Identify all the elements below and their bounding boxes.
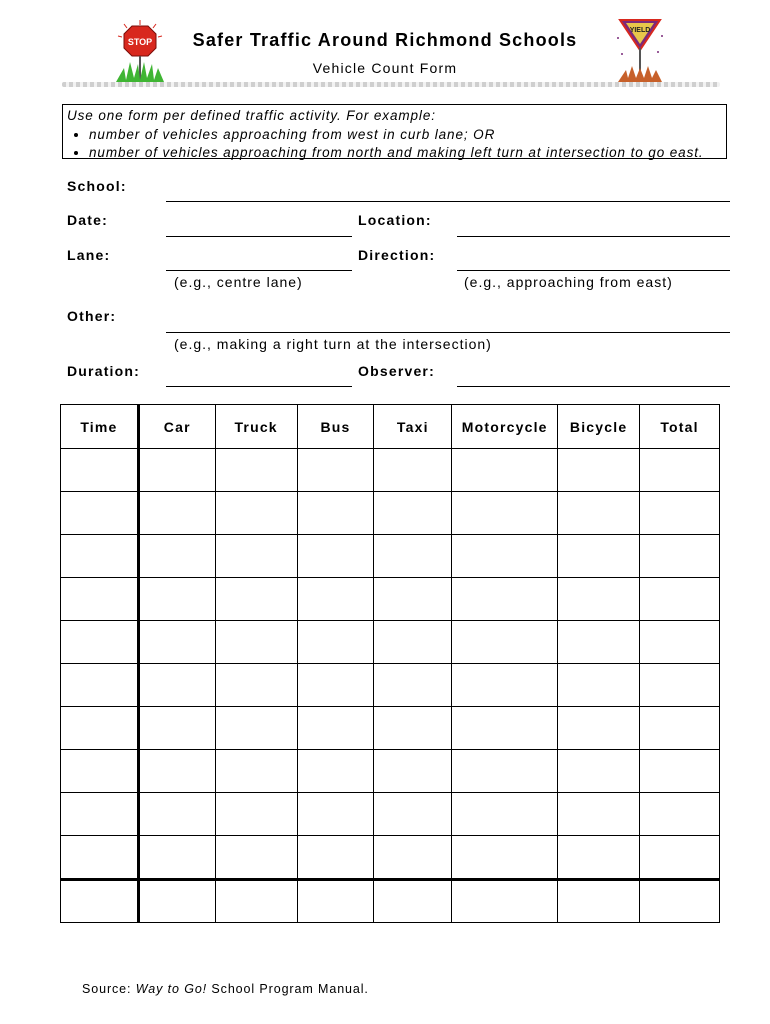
table-cell[interactable] — [452, 621, 558, 664]
table-cell[interactable] — [640, 621, 720, 664]
duration-field[interactable] — [166, 386, 352, 387]
table-cell[interactable] — [215, 621, 297, 664]
table-row — [61, 707, 720, 750]
form-title: Safer Traffic Around Richmond Schools — [192, 30, 578, 50]
table-cell[interactable] — [297, 750, 374, 793]
table-total-row — [61, 880, 720, 923]
table-cell[interactable] — [374, 664, 452, 707]
table-cell[interactable] — [452, 535, 558, 578]
table-cell[interactable] — [61, 880, 139, 923]
table-cell[interactable] — [558, 535, 640, 578]
stop-sign-label: STOP — [127, 37, 153, 47]
instructions-intro: Use one form per defined traffic activity. For example: — [67, 108, 436, 123]
table-cell[interactable] — [452, 836, 558, 880]
table-cell[interactable] — [138, 664, 215, 707]
source-suffix: School Program Manual. — [207, 982, 369, 996]
table-cell[interactable] — [452, 578, 558, 621]
table-cell[interactable] — [374, 707, 452, 750]
other-hint: (e.g., making a right turn at the intersection) — [174, 336, 492, 352]
observer-field[interactable] — [457, 386, 730, 387]
table-cell[interactable] — [138, 621, 215, 664]
instructions-examples — [67, 126, 722, 163]
table-cell[interactable] — [640, 492, 720, 535]
column-header-bus: Bus — [297, 405, 374, 449]
source-title: Way to Go! — [135, 982, 208, 996]
column-header-time: Time — [61, 405, 139, 449]
table-cell[interactable] — [215, 880, 297, 923]
column-header-bicycle: Bicycle — [558, 405, 640, 449]
table-row — [61, 535, 720, 578]
table-cell[interactable] — [138, 880, 215, 923]
table-cell[interactable] — [452, 750, 558, 793]
table-cell[interactable] — [61, 793, 139, 836]
table-cell[interactable] — [374, 750, 452, 793]
table-cell[interactable] — [297, 707, 374, 750]
table-cell[interactable] — [138, 750, 215, 793]
table-row — [61, 664, 720, 707]
table-row — [61, 578, 720, 621]
school-field[interactable] — [166, 201, 730, 202]
vehicle-count-table — [60, 404, 720, 923]
other-field[interactable] — [166, 332, 730, 333]
instructions-example-2: • number of vehicles approaching from north and making left turn at intersection to go east. — [89, 144, 722, 163]
table-cell[interactable] — [138, 449, 215, 492]
table-cell[interactable] — [215, 578, 297, 621]
table-cell[interactable] — [558, 793, 640, 836]
table-cell[interactable] — [138, 578, 215, 621]
table-cell[interactable] — [374, 793, 452, 836]
table-cell[interactable] — [215, 664, 297, 707]
duration-label: Duration: — [67, 363, 141, 379]
table-cell[interactable] — [374, 836, 452, 880]
table-cell[interactable] — [138, 535, 215, 578]
table-cell[interactable] — [297, 449, 374, 492]
column-header-total: Total — [640, 405, 720, 449]
table-cell[interactable] — [138, 707, 215, 750]
table-cell[interactable] — [215, 707, 297, 750]
table-cell[interactable] — [61, 664, 139, 707]
table-cell[interactable] — [640, 449, 720, 492]
table-cell[interactable] — [640, 535, 720, 578]
table-cell[interactable] — [558, 492, 640, 535]
table-cell[interactable] — [297, 836, 374, 880]
lane-label: Lane: — [67, 247, 111, 263]
table-cell[interactable] — [452, 664, 558, 707]
table-cell[interactable] — [452, 707, 558, 750]
table-row — [61, 836, 720, 880]
source-note — [82, 982, 369, 996]
yield-sign-icon — [612, 14, 668, 84]
table-header-row — [61, 405, 720, 449]
table-cell[interactable] — [215, 750, 297, 793]
table-cell[interactable] — [138, 836, 215, 880]
other-label: Other: — [67, 308, 117, 324]
table-cell[interactable] — [640, 707, 720, 750]
table-cell[interactable] — [558, 707, 640, 750]
table-cell[interactable] — [374, 880, 452, 923]
table-row — [61, 750, 720, 793]
table-cell[interactable] — [297, 621, 374, 664]
header-divider — [62, 82, 720, 87]
table-cell[interactable] — [215, 836, 297, 880]
instructions-example-1: • number of vehicles approaching from west in curb lane; OR — [89, 126, 722, 145]
table-cell[interactable] — [558, 449, 640, 492]
school-label: School: — [67, 178, 127, 194]
yield-sign-label: YIELD — [629, 27, 651, 34]
date-label: Date: — [67, 212, 109, 228]
table-cell[interactable] — [61, 621, 139, 664]
instructions-box — [62, 104, 727, 159]
table-cell[interactable] — [61, 449, 139, 492]
table-cell[interactable] — [374, 621, 452, 664]
source-prefix: Source: — [82, 982, 136, 996]
direction-hint: (e.g., approaching from east) — [464, 274, 673, 290]
table-cell[interactable] — [297, 793, 374, 836]
table-cell[interactable] — [640, 750, 720, 793]
table-row — [61, 492, 720, 535]
table-cell[interactable] — [297, 880, 374, 923]
table-cell[interactable] — [215, 449, 297, 492]
table-cell[interactable] — [374, 535, 452, 578]
table-cell[interactable] — [640, 836, 720, 880]
table-cell[interactable] — [374, 449, 452, 492]
form-subtitle: Vehicle Count Form — [312, 60, 458, 76]
table-cell[interactable] — [452, 880, 558, 923]
table-cell[interactable] — [215, 793, 297, 836]
table-cell[interactable] — [452, 793, 558, 836]
observer-label: Observer: — [358, 363, 435, 379]
table-cell[interactable] — [61, 750, 139, 793]
table-cell[interactable] — [61, 578, 139, 621]
table-cell[interactable] — [61, 535, 139, 578]
table-cell[interactable] — [215, 492, 297, 535]
table-cell[interactable] — [61, 492, 139, 535]
table-cell[interactable] — [374, 578, 452, 621]
table-cell[interactable] — [138, 492, 215, 535]
date-field[interactable] — [166, 236, 352, 237]
table-cell[interactable] — [558, 880, 640, 923]
table-cell[interactable] — [452, 449, 558, 492]
table-cell[interactable] — [640, 793, 720, 836]
column-header-motorcycle: Motorcycle — [452, 405, 558, 449]
table-cell[interactable] — [297, 492, 374, 535]
table-cell[interactable] — [640, 880, 720, 923]
table-cell[interactable] — [61, 836, 139, 880]
direction-field[interactable] — [457, 270, 730, 271]
table-cell[interactable] — [297, 664, 374, 707]
column-header-taxi: Taxi — [374, 405, 452, 449]
table-cell[interactable] — [61, 707, 139, 750]
table-row — [61, 449, 720, 492]
table-cell[interactable] — [215, 535, 297, 578]
direction-label: Direction: — [358, 247, 436, 263]
column-header-car: Car — [138, 405, 215, 449]
table-cell[interactable] — [297, 535, 374, 578]
table-cell[interactable] — [640, 578, 720, 621]
table-cell[interactable] — [640, 664, 720, 707]
lane-field[interactable] — [166, 270, 352, 271]
table-cell[interactable] — [452, 492, 558, 535]
table-cell[interactable] — [558, 621, 640, 664]
table-cell[interactable] — [138, 793, 215, 836]
location-label: Location: — [358, 212, 432, 228]
table-cell[interactable] — [558, 578, 640, 621]
table-cell[interactable] — [558, 836, 640, 880]
table-row — [61, 621, 720, 664]
table-cell[interactable] — [297, 578, 374, 621]
lane-hint: (e.g., centre lane) — [174, 274, 303, 290]
table-cell[interactable] — [374, 492, 452, 535]
table-cell[interactable] — [558, 750, 640, 793]
location-field[interactable] — [457, 236, 730, 237]
table-row — [61, 793, 720, 836]
table-cell[interactable] — [558, 664, 640, 707]
column-header-truck: Truck — [215, 405, 297, 449]
